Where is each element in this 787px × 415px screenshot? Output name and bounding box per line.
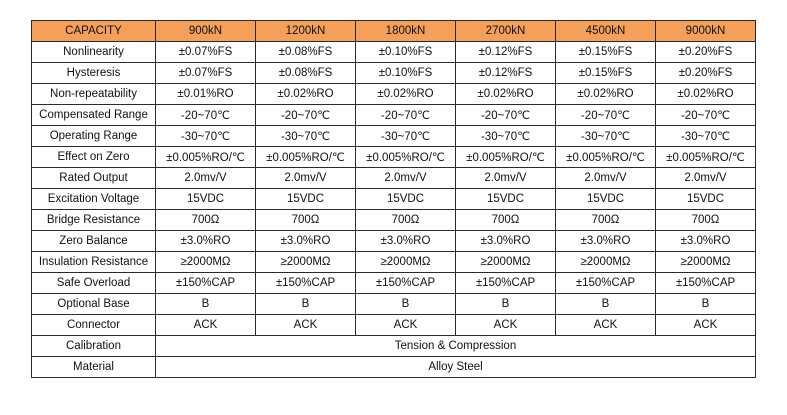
table-row: [32, 105, 756, 126]
table-cell: 2.0mv/V: [156, 168, 256, 189]
table-row: [32, 126, 756, 147]
table-cell: 700Ω: [156, 210, 256, 231]
table-cell: -20~70℃: [156, 105, 256, 126]
table-cell: B: [456, 294, 556, 315]
table-cell: ±0.10%FS: [356, 63, 456, 84]
table-cell: 15VDC: [256, 189, 356, 210]
table-row: [32, 63, 756, 84]
table-cell: ≥2000MΩ: [556, 252, 656, 273]
merged-cell: Alloy Steel: [156, 357, 756, 378]
table-cell: ±150%CAP: [656, 273, 756, 294]
table-cell: ±0.08%FS: [256, 42, 356, 63]
table-cell: ±0.005%RO/℃: [356, 147, 456, 168]
table-row: [32, 147, 756, 168]
row-label: Calibration: [32, 336, 156, 357]
table-cell: 2.0mv/V: [456, 168, 556, 189]
table-cell: ±0.15%FS: [556, 42, 656, 63]
table-cell: ±150%CAP: [456, 273, 556, 294]
row-label: Non-repeatability: [32, 84, 156, 105]
table-cell: 700Ω: [356, 210, 456, 231]
spec-table: [31, 20, 756, 378]
header-label: CAPACITY: [32, 21, 156, 42]
table-cell: ±0.005%RO/℃: [556, 147, 656, 168]
table-cell: ±0.12%FS: [456, 42, 556, 63]
table-cell: -20~70℃: [256, 105, 356, 126]
table-cell: ±0.02%RO: [456, 84, 556, 105]
table-cell: -30~70℃: [656, 126, 756, 147]
table-cell: ±0.12%FS: [456, 63, 556, 84]
merged-cell: Tension & Compression: [156, 336, 756, 357]
row-label: Hysteresis: [32, 63, 156, 84]
table-row: [32, 42, 756, 63]
table-row: [32, 336, 756, 357]
table-cell: B: [156, 294, 256, 315]
table-cell: 700Ω: [456, 210, 556, 231]
row-label: Compensated Range: [32, 105, 156, 126]
table-cell: 15VDC: [556, 189, 656, 210]
table-cell: ±3.0%RO: [556, 231, 656, 252]
table-cell: -20~70℃: [556, 105, 656, 126]
table-cell: ±0.02%RO: [256, 84, 356, 105]
table-cell: -30~70℃: [456, 126, 556, 147]
table-cell: ±3.0%RO: [156, 231, 256, 252]
table-cell: ACK: [156, 315, 256, 336]
table-cell: ±0.10%FS: [356, 42, 456, 63]
table-cell: ≥2000MΩ: [656, 252, 756, 273]
table-cell: ±150%CAP: [556, 273, 656, 294]
row-label: Material: [32, 357, 156, 378]
table-cell: ±0.01%RO: [156, 84, 256, 105]
table-cell: ±3.0%RO: [656, 231, 756, 252]
table-cell: 2.0mv/V: [256, 168, 356, 189]
table-cell: ACK: [356, 315, 456, 336]
table-cell: ≥2000MΩ: [356, 252, 456, 273]
table-cell: ±0.20%FS: [656, 42, 756, 63]
table-cell: 2.0mv/V: [556, 168, 656, 189]
table-cell: ≥2000MΩ: [456, 252, 556, 273]
table-cell: ±0.07%FS: [156, 42, 256, 63]
table-cell: 15VDC: [456, 189, 556, 210]
header-capacity: 9000kN: [656, 21, 756, 42]
table-cell: -30~70℃: [256, 126, 356, 147]
row-label: Optional Base: [32, 294, 156, 315]
table-cell: ±0.08%FS: [256, 63, 356, 84]
table-cell: ±150%CAP: [256, 273, 356, 294]
table-cell: -30~70℃: [356, 126, 456, 147]
table-cell: ±3.0%RO: [456, 231, 556, 252]
row-label: Effect on Zero: [32, 147, 156, 168]
header-capacity: 1200kN: [256, 21, 356, 42]
table-row: [32, 189, 756, 210]
table-cell: ±3.0%RO: [256, 231, 356, 252]
table-cell: ±0.02%RO: [656, 84, 756, 105]
row-label: Rated Output: [32, 168, 156, 189]
table-cell: ±3.0%RO: [356, 231, 456, 252]
table-cell: 15VDC: [656, 189, 756, 210]
header-capacity: 2700kN: [456, 21, 556, 42]
table-cell: ±0.005%RO/℃: [656, 147, 756, 168]
table-cell: ≥2000MΩ: [156, 252, 256, 273]
table-cell: ±0.20%FS: [656, 63, 756, 84]
table-cell: 2.0mv/V: [656, 168, 756, 189]
table-row: [32, 231, 756, 252]
table-row: [32, 252, 756, 273]
row-label: Zero Balance: [32, 231, 156, 252]
table-cell: -20~70℃: [456, 105, 556, 126]
table-cell: -20~70℃: [356, 105, 456, 126]
table-row: [32, 84, 756, 105]
table-cell: B: [656, 294, 756, 315]
table-row: [32, 315, 756, 336]
row-label: Excitation Voltage: [32, 189, 156, 210]
table-cell: ACK: [256, 315, 356, 336]
table-cell: B: [256, 294, 356, 315]
table-cell: ±0.02%RO: [556, 84, 656, 105]
table-cell: -30~70℃: [156, 126, 256, 147]
table-cell: ≥2000MΩ: [256, 252, 356, 273]
table-cell: ±0.005%RO/℃: [256, 147, 356, 168]
header-capacity: 4500kN: [556, 21, 656, 42]
table-cell: ±150%CAP: [156, 273, 256, 294]
table-cell: ACK: [656, 315, 756, 336]
table-cell: ACK: [556, 315, 656, 336]
table-row: [32, 357, 756, 378]
table-cell: -20~70℃: [656, 105, 756, 126]
row-label: Nonlinearity: [32, 42, 156, 63]
table-cell: 15VDC: [156, 189, 256, 210]
row-label: Safe Overload: [32, 273, 156, 294]
table-cell: B: [356, 294, 456, 315]
table-row: [32, 210, 756, 231]
table-cell: ±0.02%RO: [356, 84, 456, 105]
row-label: Insulation Resistance: [32, 252, 156, 273]
table-cell: 15VDC: [356, 189, 456, 210]
header-capacity: 1800kN: [356, 21, 456, 42]
table-cell: 2.0mv/V: [356, 168, 456, 189]
table-cell: 700Ω: [556, 210, 656, 231]
row-label: Operating Range: [32, 126, 156, 147]
table-cell: 700Ω: [656, 210, 756, 231]
table-cell: ±0.005%RO/℃: [456, 147, 556, 168]
table-cell: ±0.005%RO/℃: [156, 147, 256, 168]
table-row: [32, 294, 756, 315]
table-cell: ±0.15%FS: [556, 63, 656, 84]
table-row: [32, 273, 756, 294]
table-cell: ±150%CAP: [356, 273, 456, 294]
header-capacity: 900kN: [156, 21, 256, 42]
table-cell: ±0.07%FS: [156, 63, 256, 84]
header-row: [32, 21, 756, 42]
table-cell: -30~70℃: [556, 126, 656, 147]
table-row: [32, 168, 756, 189]
table-cell: B: [556, 294, 656, 315]
row-label: Bridge Resistance: [32, 210, 156, 231]
table-cell: ACK: [456, 315, 556, 336]
table-cell: 700Ω: [256, 210, 356, 231]
row-label: Connector: [32, 315, 156, 336]
